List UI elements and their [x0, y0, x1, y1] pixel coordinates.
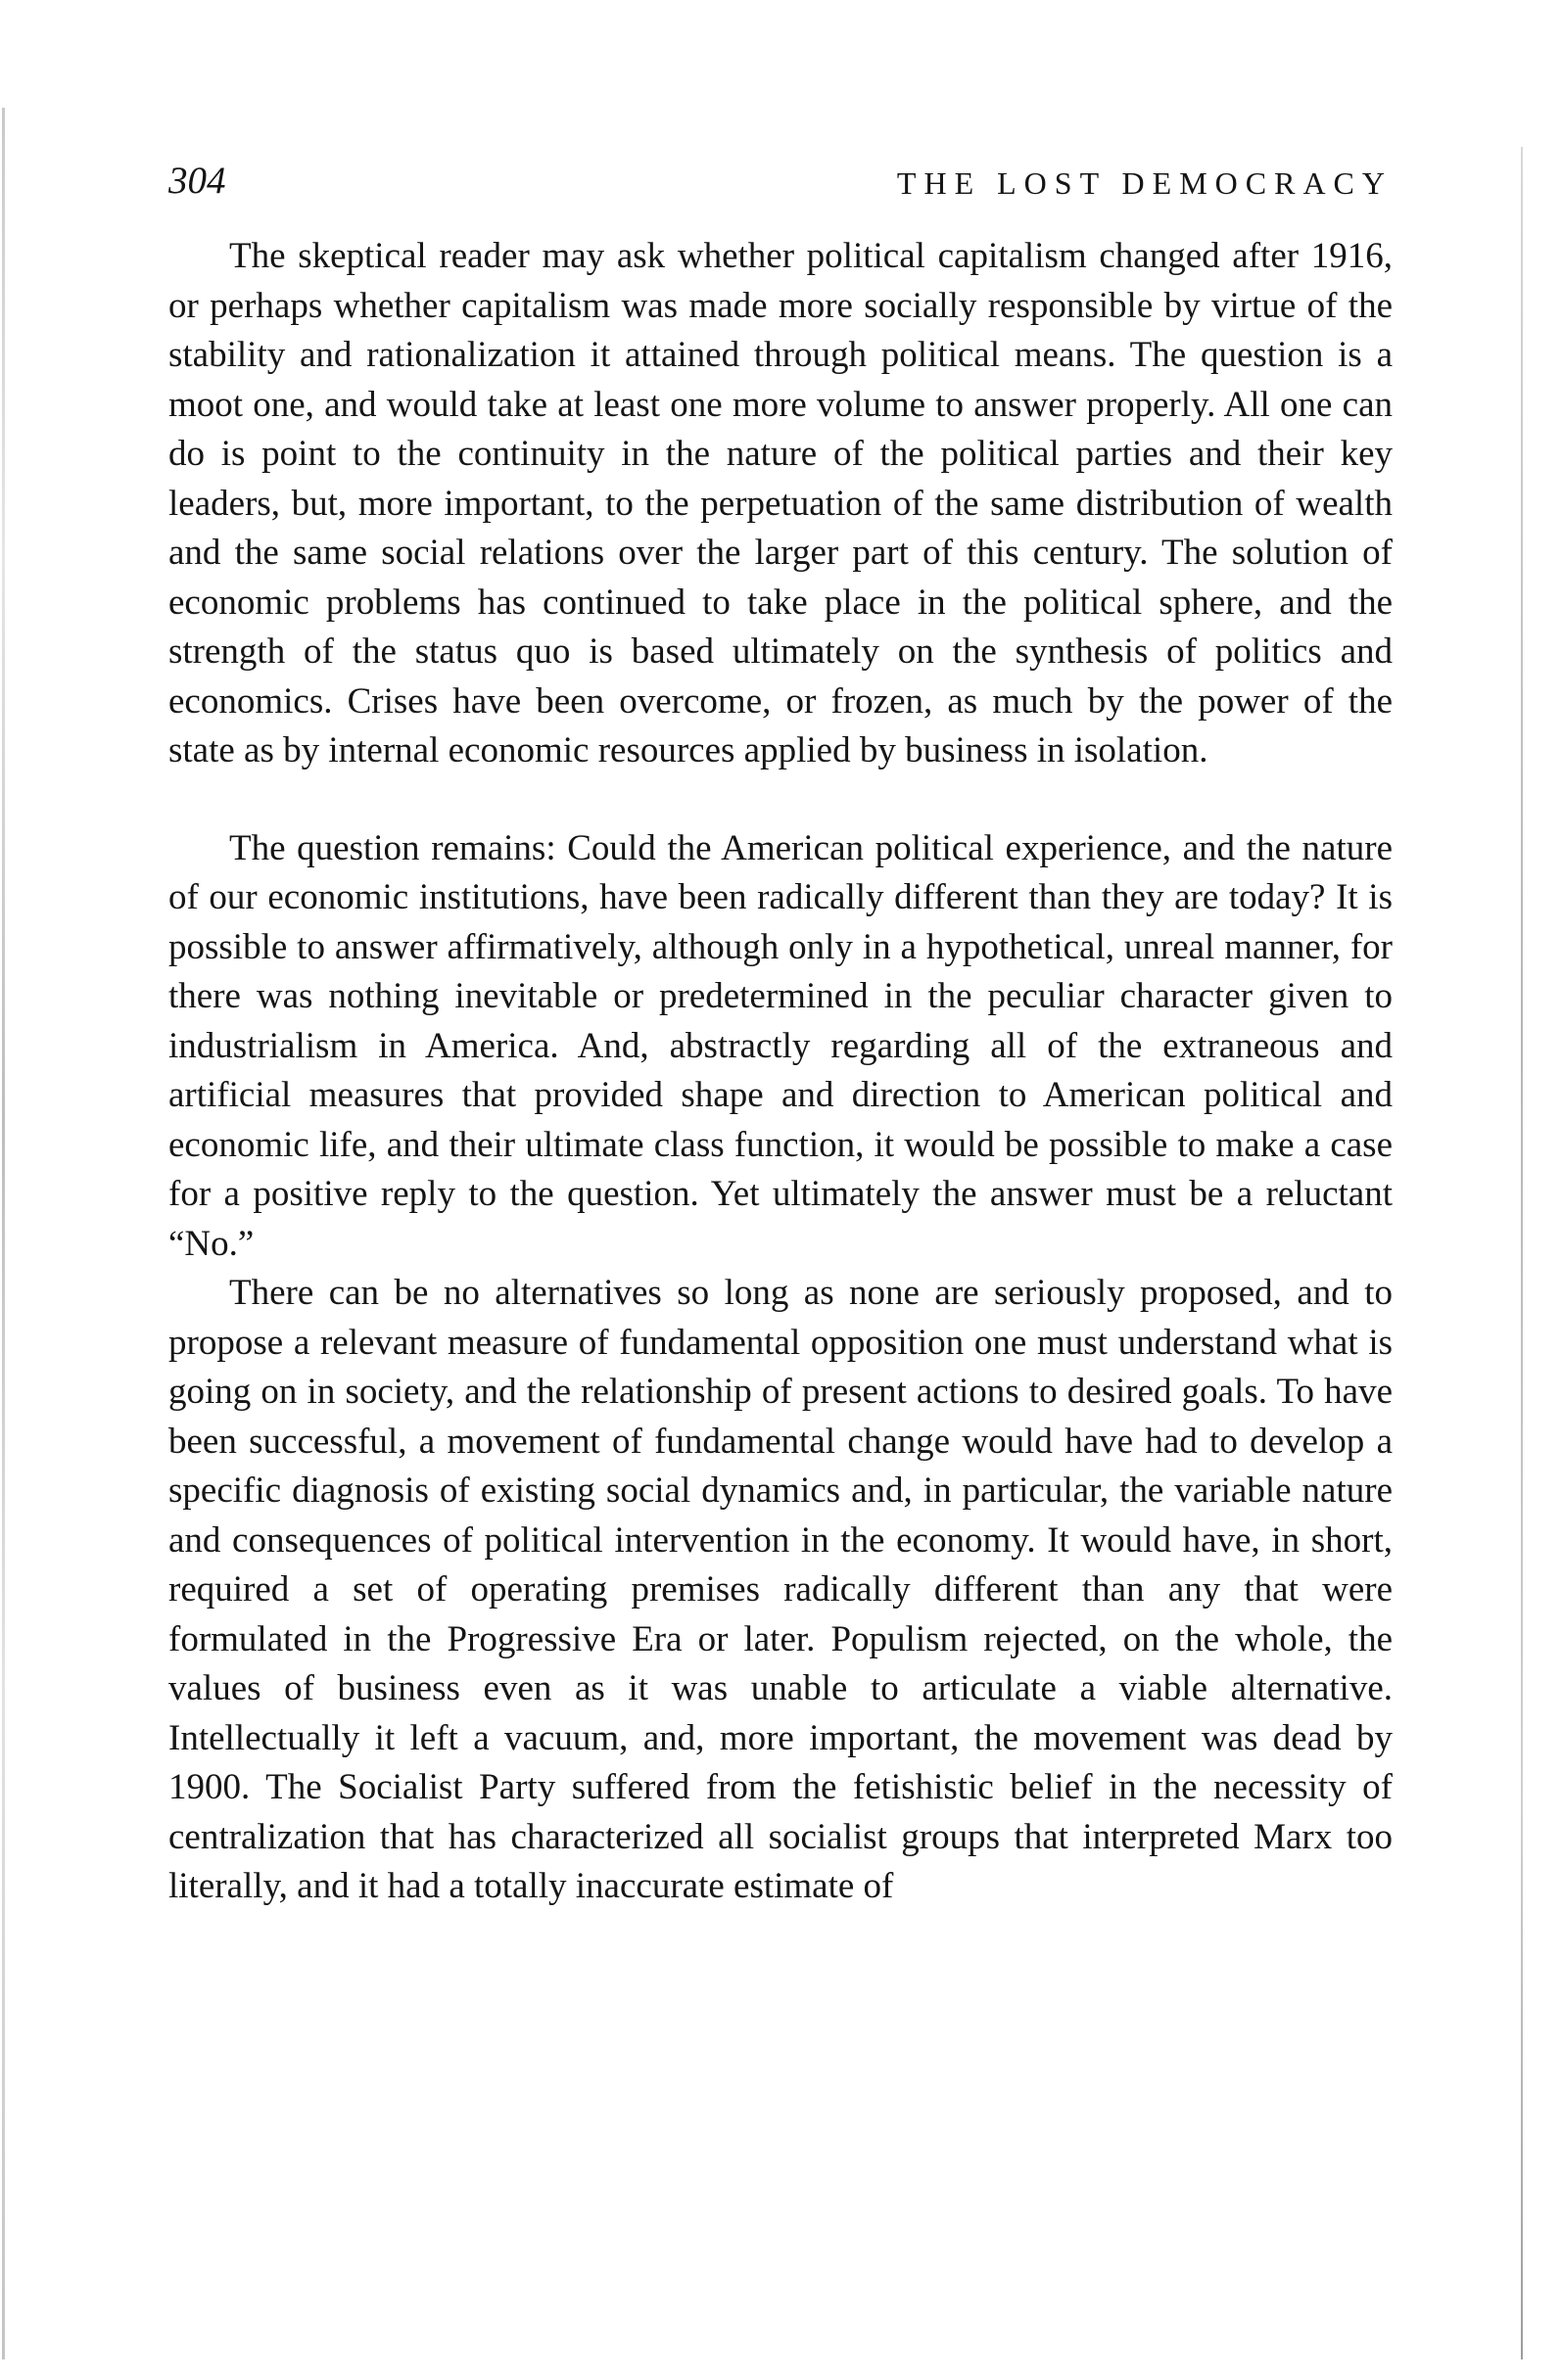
- page-header: [168, 157, 1393, 215]
- paragraph-3: There can be no alternatives so long as none are seriously proposed, and to propose a relevant measure of fundamental opposition one must understand what is going on in society, and the relationship of present actions to desired goals. To have been successful, a movement of fundamental change would have had to develop a specific diagnosis of existing social dynamics and, in particular, the variable nature and consequences of political intervention in the economy. It would have, in short, required a set of operating premises radically different than any that were formulated in the Progressive Era or later. Populism rejected, on the whole, the values of business even as it was unable to articulate a viable alternative. Intellectually it left a vacuum, and, more important, the movement was dead by 1900. The Socialist Party suffered from the fetishistic belief in the necessity of centralization that has characterized all socialist groups that interpreted Marx too literally, and it had a totally inaccurate estimate of: [168, 1273, 1393, 1906]
- body-text: [168, 232, 1393, 1912]
- paragraph-1: The skeptical reader may ask whether political capitalism changed after 1916, or perhaps whether capitalism was made more socially responsible by virtue of the stability and rationalization it attained through political means. The question is a moot one, and would take at least one more volume to answer properly. All one can do is point to the continuity in the nature of the political parties and their key leaders, but, more important, to the perpetuation of the same distribution of wealth and the same social relations over the larger part of this century. The solution of economic problems has continued to take place in the political sphere, and the strength of the status quo is based ultimately on the synthesis of politics and economics. Crises have been overcome, or frozen, as much by the power of the state as by internal economic resources applied by business in isolation.: [168, 236, 1393, 770]
- running-head: THE LOST DEMOCRACY: [896, 165, 1393, 201]
- scan-edge-left: [2, 108, 5, 2359]
- scan-edge-right: [1521, 147, 1523, 2359]
- paragraph-2: The question remains: Could the American political experience, and the nature of our economic institutions, have been radically different than they are today? It is possible to answer affirmatively, although only in a hypothetical, unreal manner, for there was nothing inevitable or predetermined in the peculiar character given to industrialism in America. And, abstractly regarding all of the extraneous and artificial measures that provided shape and direction to American political and economic life, and their ultimate class function, it would be possible to make a case for a positive reply to the question. Yet ultimately the answer must be a reluctant “No.”: [168, 827, 1393, 1264]
- page-number: 304: [168, 160, 226, 202]
